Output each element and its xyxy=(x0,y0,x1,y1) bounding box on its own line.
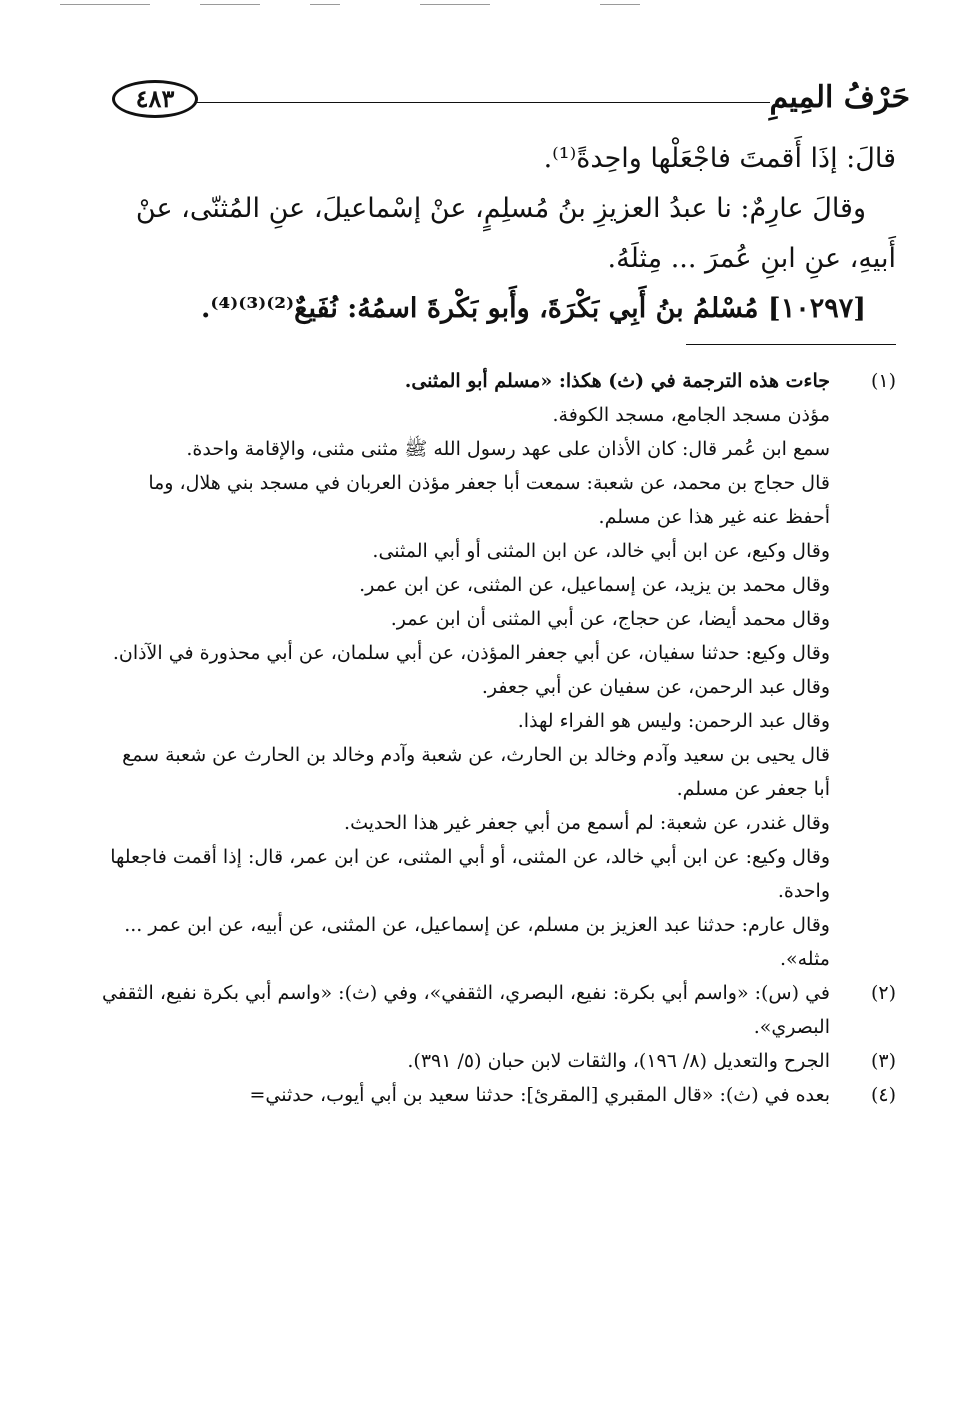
footnote-line: جاءت هذه الترجمة في (ث) هكذا: «مسلم أبو المثنى. xyxy=(404,370,830,392)
entry-heading: [١٠٢٩٧] مُسْلمُ بنُ أَبِي بَكْرَةَ، وأَبو بَكْرةَ اسمُهُ: نُفَيعٌ⁽²⁾⁽³⁾⁽⁴⁾. xyxy=(200,293,866,324)
footnote-line: وقال وكيع: حدثنا سفيان، عن أبي جعفر المؤذن، عن أبي سلمان، عن أبي محذورة في الآذان. xyxy=(112,642,830,664)
footnote-line: وقال وكيع، عن ابن أبي خالد، عن ابن المثنى أو أبي المثنى. xyxy=(372,540,830,562)
main-line: قالَ: إذَا أَقمتَ فاجْعَلْها واحِدةً⁽¹⁾. xyxy=(543,143,896,174)
footnote-number: (٣) xyxy=(870,1050,896,1072)
footnote-4 xyxy=(100,1078,896,1112)
footnotes xyxy=(100,364,896,1112)
running-title: حَرْفُ المِيمِ xyxy=(769,80,910,115)
header-rule xyxy=(194,102,770,103)
footnote-line: وقال محمد أيضا، عن حجاج، عن أبي المثنى أن ابن عمر. xyxy=(390,608,830,630)
footnote-line: وقال محمد بن يزيد، عن إسماعيل، عن المثنى، عن ابن عمر. xyxy=(359,574,830,596)
main-line: وقالَ عارِمٌ: نا عبدُ العزيزِ بنُ مُسلِمٍ، عنْ إسْماعيلَ، عنِ المُثنّى، عنْ أَبيهِ، عنِ ابنِ عُمرَ ... مِثلَهُ. xyxy=(135,193,896,274)
footnote-number: (١) xyxy=(870,370,896,392)
page-number: ٤٨٣ xyxy=(112,80,198,118)
footnote-line: بعده في (ث): «قال المقبري [المقرئ]: حدثنا سعيد بن أبي أيوب، حدثني= xyxy=(249,1084,830,1106)
footnote-number: (٢) xyxy=(870,982,896,1004)
footnote-line: وقال عارم: حدثنا عبد العزيز بن مسلم، عن إسماعيل، عن المثنى، عن أبيه، عن ابن عمر ... مثله». xyxy=(124,914,830,970)
footnote-line: الجرح والتعديل (٨/ ١٩٦)، والثقات لابن حبان (٥/ ٣٩١). xyxy=(407,1050,830,1072)
page-header xyxy=(112,78,910,124)
footnote-number: (٤) xyxy=(870,1084,896,1106)
scan-edge-marks xyxy=(40,4,930,8)
footnote-2 xyxy=(100,976,896,1044)
footnote-line: في (س): «واسم أبي بكرة: نفيع، البصري، الثقفي»، وفي (ث): «واسم أبي بكرة نفيع، الثقفي البصري». xyxy=(101,982,830,1038)
footnote-line: قال حجاج بن محمد، عن شعبة: سمعت أبا جعفر مؤذن العربان في مسجد بني هلال، وما أحفظ عنه غير هذا عن مسلم. xyxy=(148,472,830,528)
footnote-line: وقال وكيع: عن ابن أبي خالد، عن المثنى، أو أبي المثنى، عن ابن عمر، قال: إذا أقمت فاجعلها واحدة. xyxy=(110,846,830,902)
footnote-line: سمع ابن عُمر قال: كان الأذان على عهد رسول الله ﷺ مثنى مثنى، والإقامة واحدة. xyxy=(186,438,830,460)
footnote-line: وقال غندر، عن شعبة: لم أسمع من أبي جعفر غير هذا الحديث. xyxy=(344,812,830,834)
footnote-3 xyxy=(100,1044,896,1078)
footnote-line: وقال عبد الرحمن، عن سفيان عن أبي جعفر. xyxy=(481,676,830,698)
footnote-line: وقال عبد الرحمن: وليس هو الفراء لهذا. xyxy=(517,710,830,732)
footnote-line: قال يحيى بن سعيد وآدم وخالد بن الحارث، عن شعبة وآدم وخالد بن الحارث عن شعبة سمع أبا جعفر عن مسلم. xyxy=(122,744,830,800)
footnote-1 xyxy=(100,364,896,976)
footnote-rule xyxy=(686,344,896,345)
main-text xyxy=(112,134,896,334)
footnote-line: مؤذن مسجد الجامع، مسجد الكوفة. xyxy=(552,404,830,426)
